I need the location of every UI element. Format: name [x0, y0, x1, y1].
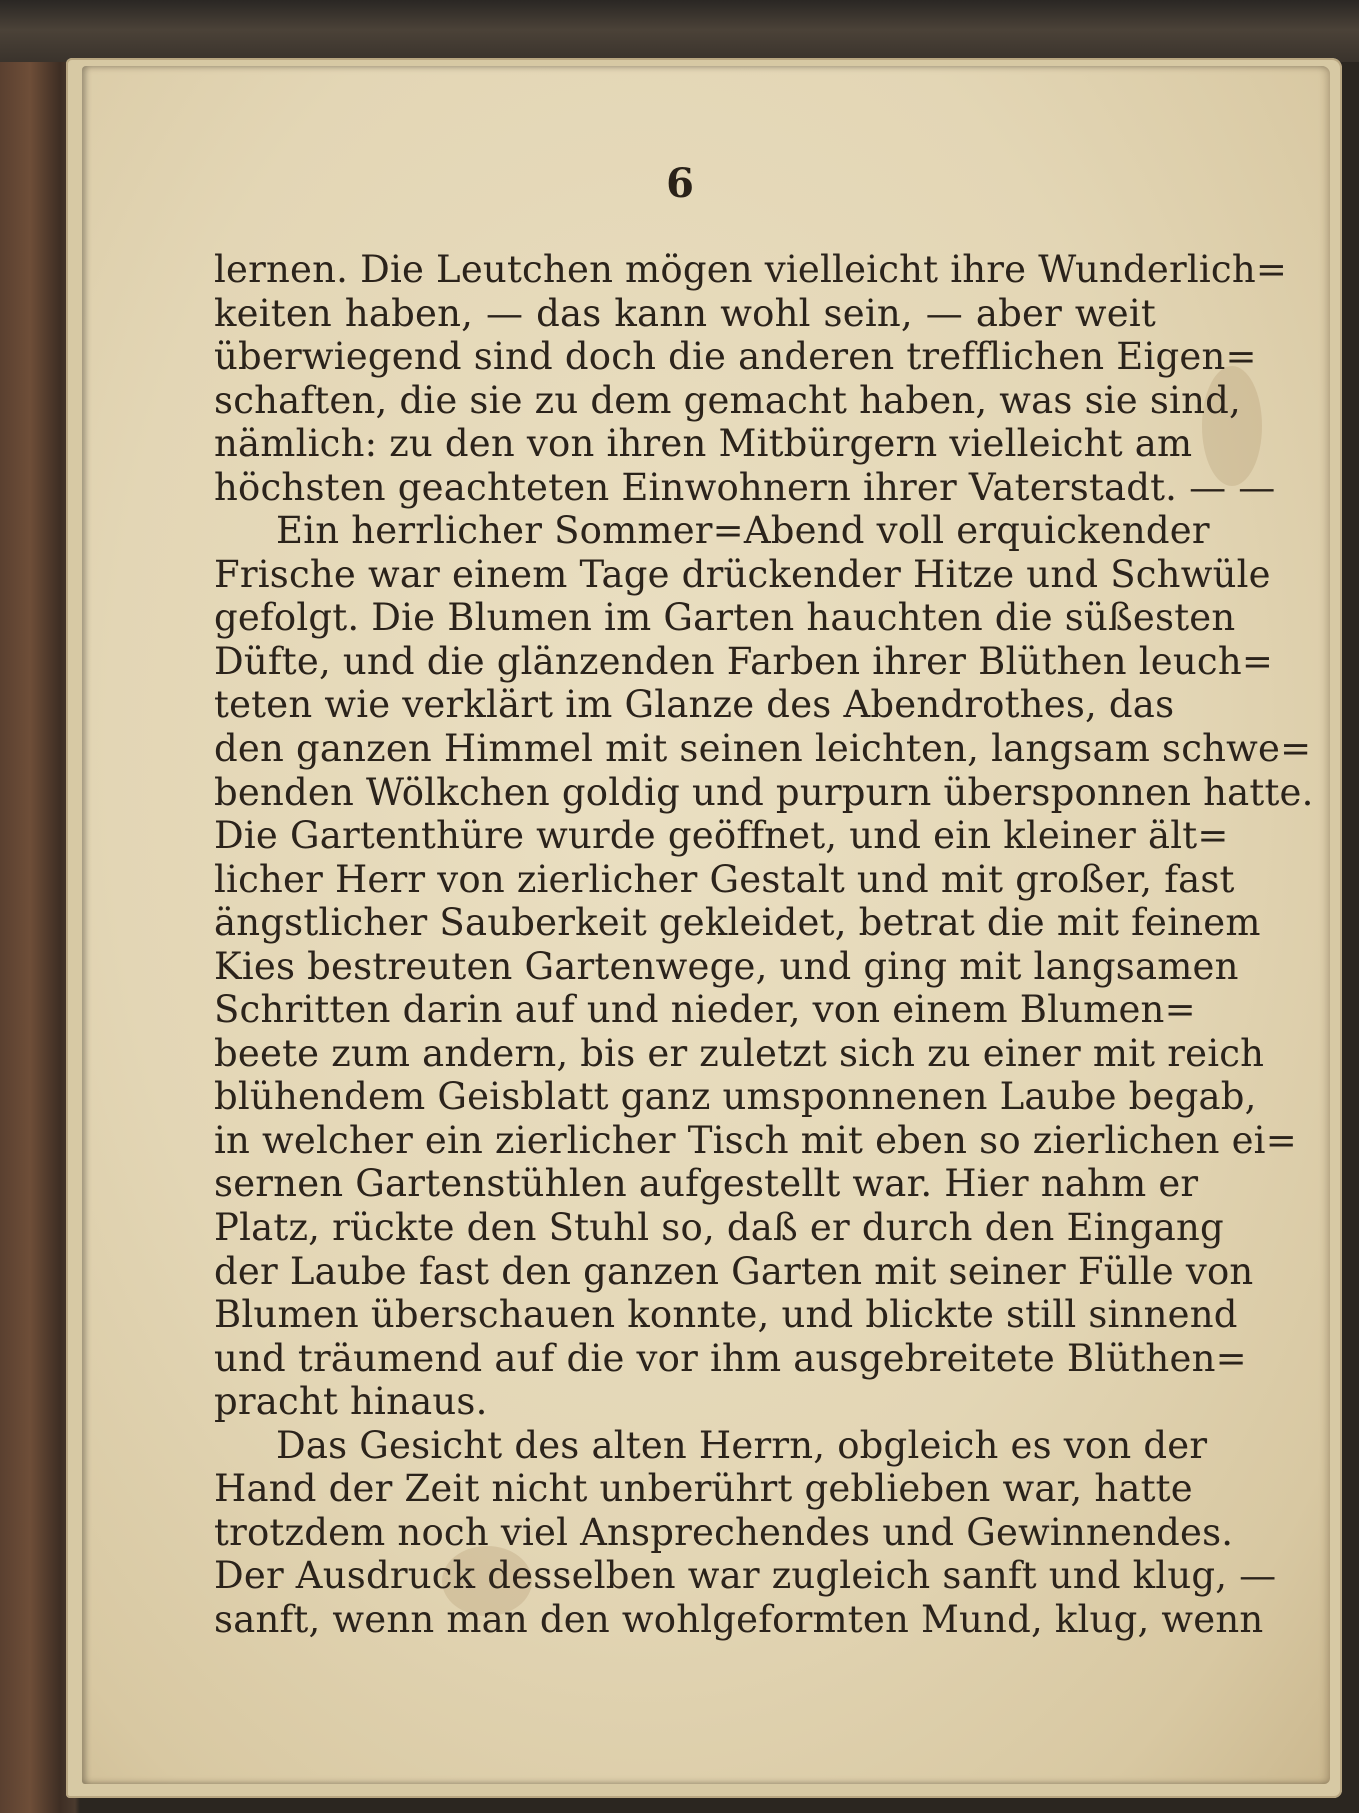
text-line: und träumend auf die vor ihm ausgebreitete Blüthen=: [214, 1336, 1247, 1380]
text-line: benden Wölkchen goldig und purpurn übersponnen hatte.: [214, 770, 1314, 814]
text-line: pracht hinaus.: [214, 1380, 488, 1424]
page-text: [214, 248, 1314, 1642]
text-line: Schritten darin auf und nieder, von einem Blumen=: [214, 988, 1196, 1032]
text-line: keiten haben, — das kann wohl sein, — aber weit: [214, 291, 1156, 335]
text-line: sernen Gartenstühlen aufgestellt war. Hier nahm er: [214, 1162, 1199, 1206]
text-line: in welcher ein zierlicher Tisch mit eben so zierlichen ei=: [214, 1118, 1297, 1162]
text-line: der Laube fast den ganzen Garten mit seiner Fülle von: [214, 1249, 1254, 1293]
text-line: sanft, wenn man den wohlgeformten Mund, klug, wenn: [214, 1597, 1264, 1641]
text-line: Die Gartenthüre wurde geöffnet, und ein kleiner ält=: [214, 814, 1229, 858]
text-line: Blumen überschauen konnte, und blickte still sinnend: [214, 1293, 1238, 1337]
text-line: Das Gesicht des alten Herrn, obgleich es von der: [276, 1423, 1208, 1467]
text-line: Kies bestreuten Gartenwege, und ging mit langsamen: [214, 944, 1239, 988]
page-number: 6: [666, 160, 694, 207]
text-line: schaften, die sie zu dem gemacht haben, was sie sind,: [214, 378, 1241, 422]
text-line: trotzdem noch viel Ansprechendes und Gewinnendes.: [214, 1510, 1234, 1554]
book-spine-top: [0, 0, 1359, 62]
text-line: blühendem Geisblatt ganz umsponnenen Laube begab,: [214, 1075, 1257, 1119]
text-line: beete zum andern, bis er zuletzt sich zu einer mit reich: [214, 1031, 1265, 1075]
text-line: überwiegend sind doch die anderen trefflichen Eigen=: [214, 335, 1257, 379]
text-line: Ein herrlicher Sommer=Abend voll erquickender: [276, 509, 1210, 553]
text-line: nämlich: zu den von ihren Mitbürgern vielleicht am: [214, 422, 1193, 466]
text-line: licher Herr von zierlicher Gestalt und mit großer, fast: [214, 857, 1235, 901]
text-line: Frische war einem Tage drückender Hitze und Schwüle: [214, 552, 1271, 596]
text-line: höchsten geachteten Einwohnern ihrer Vaterstadt. — —: [214, 465, 1276, 509]
text-line: gefolgt. Die Blumen im Garten hauchten die süßesten: [214, 596, 1236, 640]
text-line: teten wie verklärt im Glanze des Abendrothes, das: [214, 683, 1175, 727]
text-line: Düfte, und die glänzenden Farben ihrer Blüthen leuch=: [214, 639, 1274, 683]
text-line: den ganzen Himmel mit seinen leichten, langsam schwe=: [214, 727, 1312, 771]
text-line: Platz, rückte den Stuhl so, daß er durch den Eingang: [214, 1206, 1224, 1250]
text-line: lernen. Die Leutchen mögen vielleicht ihre Wunderlich=: [214, 248, 1288, 291]
text-line: Hand der Zeit nicht unberührt geblieben war, hatte: [214, 1467, 1193, 1511]
text-line: Der Ausdruck desselben war zugleich sanft und klug, —: [214, 1554, 1277, 1598]
text-line: ängstlicher Sauberkeit gekleidet, betrat die mit feinem: [214, 901, 1261, 945]
